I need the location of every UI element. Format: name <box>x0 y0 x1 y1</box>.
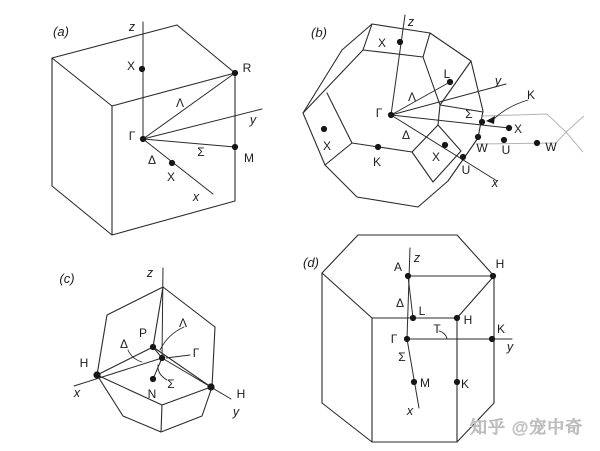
point-dot-W-left <box>475 134 481 140</box>
gamma-L-lambda-line <box>391 82 450 115</box>
point-dot-H-left <box>93 371 100 378</box>
point-dot-P <box>150 344 156 350</box>
point-dot-K-y <box>489 336 495 342</box>
point-label-X-front: X <box>166 170 176 184</box>
point-label-K-edge: K <box>372 155 382 169</box>
x-axis-label: x <box>491 176 499 190</box>
point-dot-H-top <box>490 273 496 279</box>
K-edge <box>352 143 412 152</box>
point-dot-M <box>411 379 417 385</box>
top-square-face <box>363 24 430 57</box>
line-label-lambda: Λ <box>178 316 188 330</box>
point-label-X-top: X <box>126 59 136 73</box>
left-square-face <box>322 93 352 165</box>
point-dot-K-low <box>454 379 460 385</box>
point-dot-U-bottom <box>460 154 466 160</box>
point-label-W-left: W <box>476 141 488 155</box>
point-dot-gamma <box>388 112 394 118</box>
point-dot-X-front <box>169 160 175 166</box>
point-dot-K-on-line <box>479 119 485 125</box>
point-label-U-bottom: U <box>461 163 471 177</box>
line-label-sigma: Σ <box>398 350 406 364</box>
point-dot-N <box>150 376 156 382</box>
point-label-K-low: K <box>460 377 470 391</box>
point-label-U-right: U <box>501 143 511 157</box>
gamma-leader-line <box>166 355 190 358</box>
point-dot-K-edge <box>375 144 381 150</box>
line-label-sigma: Σ <box>197 145 205 159</box>
point-dot-M <box>232 144 238 150</box>
point-dot-H-right <box>207 383 214 390</box>
point-label-gamma: Γ <box>128 129 136 143</box>
point-dot-A <box>405 273 411 279</box>
point-label-H-left: H <box>79 356 89 370</box>
line-label-delta: Δ <box>119 337 129 351</box>
point-dot-gamma <box>159 355 165 361</box>
line-label-delta: Δ <box>395 296 405 310</box>
point-label-X-right: X <box>513 122 523 136</box>
x-axis-label: x <box>192 190 200 204</box>
point-dot-gamma <box>404 336 410 342</box>
point-label-M: M <box>244 151 254 165</box>
panel-a-simple-cubic-bz <box>52 20 262 235</box>
y-axis-label: y <box>249 113 257 127</box>
point-dot-X-top <box>397 39 403 45</box>
point-label-X-left: X <box>322 139 332 153</box>
z-axis-label: z <box>128 20 136 34</box>
x-axis-gamma-M-line <box>407 339 419 408</box>
point-dot-X-mid <box>442 142 448 148</box>
point-label-X-top: X <box>377 36 387 50</box>
z-axis-line <box>407 248 410 339</box>
line-label-delta: Δ <box>147 153 157 167</box>
panel-c-bcc-bz <box>59 266 245 432</box>
z-axis-label: z <box>407 15 415 29</box>
gamma-R-lambda-line <box>143 73 235 139</box>
point-dot-X-top <box>139 66 145 72</box>
point-label-L: L <box>443 67 451 81</box>
y-axis-label: y <box>494 74 502 88</box>
line-label-lambda: Λ <box>175 96 185 110</box>
y-axis-label: y <box>506 340 514 354</box>
front-bottom-edges <box>97 375 211 432</box>
point-dot-L <box>410 315 416 321</box>
point-dot-W-right <box>534 140 540 146</box>
K-leader-arrowhead <box>486 116 495 124</box>
point-label-H-top: H <box>495 257 505 271</box>
point-label-K-arrow: K <box>526 88 536 102</box>
gamma-N-sigma-line <box>153 358 162 379</box>
line-label-T: T <box>433 322 441 336</box>
panel-b-fcc-bz <box>303 15 584 207</box>
point-label-gamma: Γ <box>192 346 200 360</box>
point-dot-X-left <box>321 126 327 132</box>
point-label-K-y: K <box>496 322 506 336</box>
point-label-N: N <box>147 387 157 401</box>
point-label-H-mid: H <box>463 313 473 327</box>
panel-d-hexagonal-bz <box>303 235 514 442</box>
z-axis-label: z <box>413 251 421 265</box>
point-label-X-mid: X <box>431 150 441 164</box>
point-label-gamma: Γ <box>390 332 398 346</box>
line-label-sigma: Σ <box>465 107 473 121</box>
point-label-M: M <box>420 376 430 390</box>
point-label-R: R <box>242 61 252 75</box>
point-dot-gamma <box>140 136 146 142</box>
z-axis-label: z <box>146 266 154 280</box>
point-dot-H-mid <box>454 315 460 321</box>
panel-tag-a: (a) <box>53 24 69 39</box>
zhihu-watermark: 知乎 @宠中奇 <box>470 418 584 437</box>
point-label-gamma: Γ <box>375 106 383 120</box>
y-axis-label: y <box>232 405 240 419</box>
point-label-A: A <box>393 260 403 274</box>
point-label-P: P <box>138 326 148 340</box>
upper-left-long-edge <box>303 50 363 113</box>
front-vertical-edge <box>153 287 163 347</box>
panel-tag-c: (c) <box>59 271 75 286</box>
point-label-W-right: W <box>545 140 557 154</box>
lambda-leader-curve <box>160 327 184 350</box>
z-axis-line <box>391 15 405 115</box>
point-dot-X-right <box>506 125 512 131</box>
gamma-M-sigma-line <box>143 139 235 147</box>
point-label-H-right: H <box>236 387 246 401</box>
panel-tag-b: (b) <box>311 25 327 40</box>
hexagon-edges-right <box>423 57 483 125</box>
point-dot-R <box>232 70 238 76</box>
x-axis-label: x <box>73 386 81 400</box>
x-axis-label: x <box>406 404 414 418</box>
point-label-L: L <box>418 304 426 318</box>
line-label-delta: Δ <box>401 128 411 142</box>
line-label-lambda: Λ <box>407 90 417 104</box>
line-label-sigma: Σ <box>167 377 175 391</box>
sigma-leader-curve <box>158 365 167 380</box>
y-axis-line <box>143 109 262 139</box>
panel-tag-d: (d) <box>303 255 319 270</box>
